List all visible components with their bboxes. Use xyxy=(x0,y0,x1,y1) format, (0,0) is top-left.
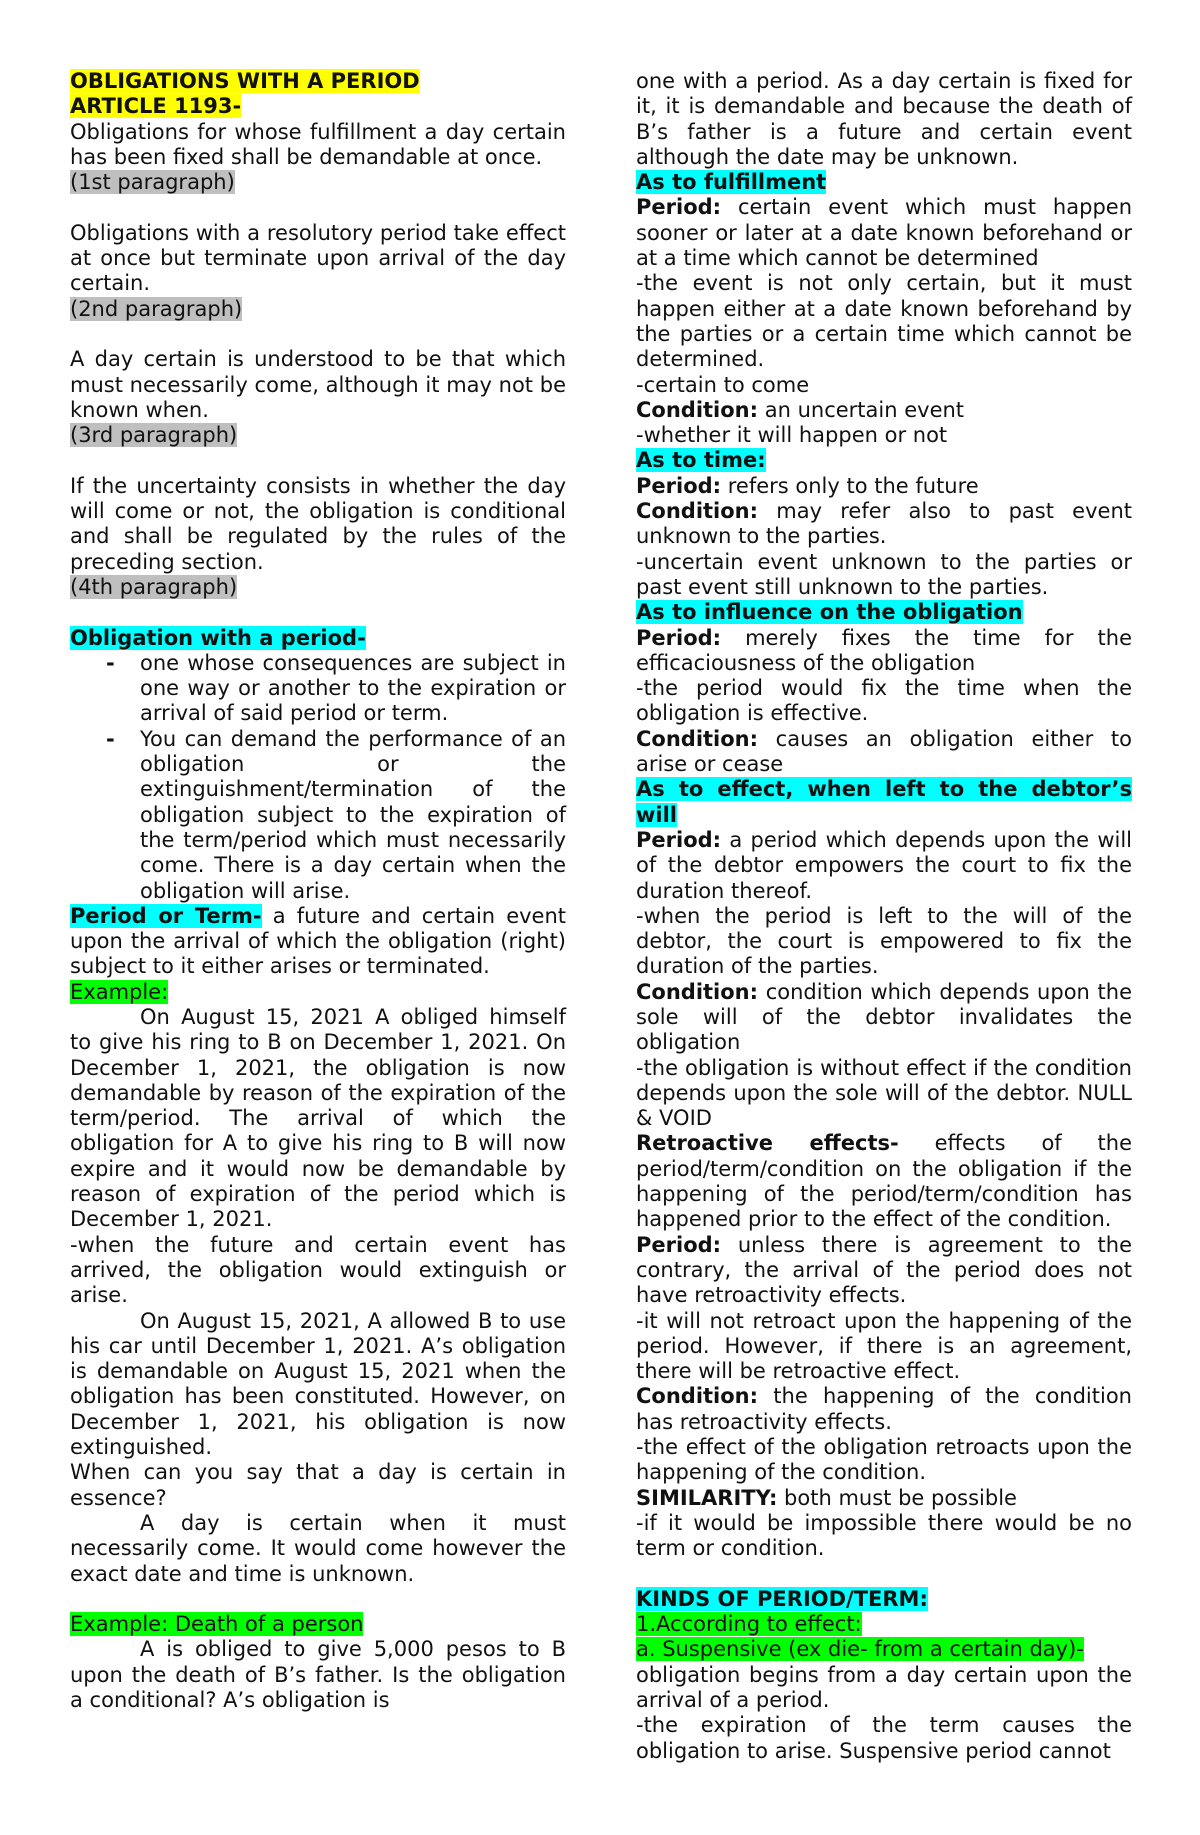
bullet-dash: - xyxy=(106,726,115,751)
effect-period-note: -when the period is left to the will of the debtor, the court is empowered to fix the duration of the parties. xyxy=(636,903,1132,979)
time-condition-note: -uncertain event unknown to the parties or past event still unknown to the parties. xyxy=(636,549,1132,599)
example-3-text: A is obliged to give 5,000 pesos to B upon the death of B’s father. Is the obligation a conditional? A’s obligation is xyxy=(70,1637,566,1712)
example-1-note: -when the future and certain event has arrived, the obligation would extinguish or arise. xyxy=(70,1232,566,1308)
list-item: - You can demand the performance of an obligation or the extinguishment/termination of the obligation subject to the expiration of the term/period which must necessarily come. There is a day certain when the obligation will arise. xyxy=(106,726,566,903)
example-death-label: Example: Death of a person xyxy=(70,1612,364,1637)
paragraph-tag-3: (3rd paragraph) xyxy=(70,423,238,448)
bullet-dash: - xyxy=(106,650,115,675)
influence-period-note: -the period would fix the time when the obligation is effective. xyxy=(636,676,1132,726)
paragraph-3: A day certain is understood to be that which must necessarily come, although it may not be known when. xyxy=(70,347,566,422)
answer-text: A day is certain when it must necessarily come. It would come however the exact date and time is unknown. xyxy=(70,1510,566,1586)
time-period: Period: refers only to the future xyxy=(636,473,979,498)
time-heading: As to time: xyxy=(636,448,766,473)
suspensive-note: -the expiration of the term causes the obligation to arise. Suspensive period cannot xyxy=(636,1713,1132,1763)
kinds-item-1a: a. Suspensive (ex die- from a certain day)- xyxy=(636,1637,1084,1662)
effect-heading: As to effect, when left to the debtor’s will xyxy=(636,777,1132,827)
fulfillment-period-note: -the event is not only certain, but it must happen either at a date known beforehand by the parties or a certain time which cannot be determined. xyxy=(636,271,1132,372)
fulfillment-heading: As to fulfillment xyxy=(636,170,827,195)
influence-heading: As to influence on the obligation xyxy=(636,600,1023,625)
similarity-label: SIMILARITY: xyxy=(636,1485,778,1510)
influence-condition: Condition: causes an obligation either to arise or cease xyxy=(636,726,1132,777)
paragraph-1: Obligations for whose fulfillment a day certain has been fixed shall be demandable at once. xyxy=(70,119,566,169)
paragraph-tag-1: (1st paragraph) xyxy=(70,170,235,195)
definition-list xyxy=(70,651,566,904)
retroactive-definition: Retroactive effects- effects of the period/term/condition on the obligation if the happening of the period/term/condition has happened prior to the effect of the condition. xyxy=(636,1131,1132,1232)
retroactive-label: Retroactive effects- xyxy=(636,1131,899,1156)
example-2-text: On August 15, 2021, A allowed B to use his car until December 1, 2021. A’s obligation is demandable on August 15, 2021 when the obligation has been constituted. However, on December 1, 2021, his obligation is now extinguished. xyxy=(70,1308,566,1460)
time-condition: Condition: may refer also to past event unknown to the parties. xyxy=(636,499,1132,549)
example-label: Example: xyxy=(70,979,169,1004)
paragraph-tag-4: (4th paragraph) xyxy=(70,574,238,599)
similarity-note: -if it would be impossible there would be no term or condition. xyxy=(636,1510,1132,1561)
article-heading: ARTICLE 1193- xyxy=(70,94,242,119)
similarity: SIMILARITY: both must be possible xyxy=(636,1485,1017,1510)
retroactive-condition-note: -the effect of the obligation retroacts upon the happening of the condition. xyxy=(636,1435,1132,1485)
paragraph-2: Obligations with a resolutory period take effect at once but terminate upon arrival of the day certain. xyxy=(70,220,566,296)
effect-condition-note: -the obligation is without effect if the condition depends upon the sole will of the debtor. NULL & VOID xyxy=(636,1055,1132,1131)
fulfillment-period-note-2: -certain to come xyxy=(636,372,810,397)
period-or-term-definition: Period or Term- a future and certain event upon the arrival of which the obligation (right) subject to it either arises or terminated. xyxy=(70,903,566,979)
retroactive-period-note: -it will not retroact upon the happening of the period. However, if there is an agreement, there will be retroactive effect. xyxy=(636,1308,1132,1384)
retroactive-condition: Condition: the happening of the condition has retroactivity effects. xyxy=(636,1384,1132,1434)
question-text: When can you say that a day is certain in essence? xyxy=(70,1460,566,1510)
left-column xyxy=(70,69,566,1713)
fulfillment-condition: Condition: an uncertain event xyxy=(636,397,965,422)
fulfillment-period: Period: certain event which must happen sooner or later at a date known beforehand or at a time which cannot be determined xyxy=(636,195,1132,271)
list-item: - one whose consequences are subject in one way or another to the expiration or arrival of said period or term. xyxy=(106,650,566,726)
kinds-heading: KINDS OF PERIOD/TERM: xyxy=(636,1586,928,1611)
document-title: OBLIGATIONS WITH A PERIOD xyxy=(70,69,420,93)
fulfillment-condition-note: -whether it will happen or not xyxy=(636,423,948,448)
example-1-text: On August 15, 2021 A obliged himself to give his ring to B on December 1, 2021. On December 1, 2021, the obligation is now demandable by reason of the expiration of the term/period. The arrival of which the obligation for A to give his ring to B will now expire and it would now be demandable by reason of expiration of the period which is December 1, 2021. xyxy=(70,1004,566,1232)
paragraph-4: If the uncertainty consists in whether the day will come or not, the obligation is conditional and shall be regulated by the rules of the preceding section. xyxy=(70,473,566,574)
suspensive-text: obligation begins from a day certain upon the arrival of a period. xyxy=(636,1662,1132,1712)
right-column xyxy=(636,69,1132,1764)
paragraph-tag-2: (2nd paragraph) xyxy=(70,296,243,321)
retroactive-period: Period: unless there is agreement to the contrary, the arrival of the period does not have retroactivity effects. xyxy=(636,1232,1132,1308)
continuation-text: one with a period. As a day certain is fixed for it, it is demandable and because the death of B’s father is a future and certain event although the date may be unknown. xyxy=(636,69,1132,169)
kinds-item-1: 1.According to effect: xyxy=(636,1612,862,1637)
effect-condition: Condition: condition which depends upon the sole will of the debtor invalidates the obligation xyxy=(636,979,1132,1055)
obligation-with-period-heading: Obligation with a period- xyxy=(70,625,366,650)
influence-period: Period: merely fixes the time for the efficaciousness of the obligation xyxy=(636,625,1132,675)
period-or-term-heading: Period or Term- xyxy=(70,903,262,928)
effect-period: Period: a period which depends upon the will of the debtor empowers the court to fix the duration thereof. xyxy=(636,827,1132,903)
